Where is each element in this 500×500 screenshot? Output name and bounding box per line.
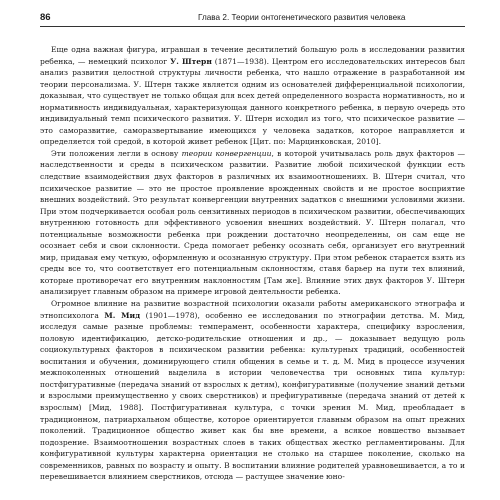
italic-term: теории конвергенции — [181, 148, 272, 158]
bold-name: У. Штерн — [170, 56, 212, 66]
paragraph — [40, 148, 465, 298]
body-text — [40, 44, 465, 483]
text-run: (1871—1938). Центром его исследовательских интересов был анализ развития целостной структуры личности ребенка, что нашло отражение в разработанной им теории персонализма. У. Штерн также является одним из основателей дифференциальной психологии, доказывая, что существует не только общая для всех детей определенного возраста нормативность, но и нормативность индивидуальная, характеризующая данного конкретного ребенка, в первую очередь это индивидуальный темп психического развития. У. Штерн исходил из того, что психическое развитие — это саморазвитие, саморазвертывание имеющихся у человека задатков, которое направляется и определяется той средой, в которой живет ребенок [Цит. по: Марцинковская, 2010]. — [40, 56, 466, 147]
text-run: Еще одна важная фигура, игравшая в течение десятилетий большую роль в исследовании развития ребенка, — немецкий психолог — [40, 45, 465, 66]
text-run: , в которой учитывалась роль двух факторов — наследственности и среды в психическом развитии. Развитие любой психической функции есть следствие взаимодействия двух факторов в различных их взаимоотношениях. В. Штерн считал, что психическое развитие — это не простое проявление врожденных свойств и не простое восприятие внешних воздействий. Это результат конвергенции внутренних задатков с внешними условиями жизни. При этом подчеркивается особая роль сензитивных периодов в психическом развитии, обеспечивающих внутреннюю готовность для эффективного усвоения внешних воздействий. У. Штерн полагал, что потенциальные возможности ребенка при рождении достаточно неопределенны, он сам еще не осознает себя и свои склонности. Среда помогает ребенку осознать себя, организует его внутренний мир, придавая ему четкую, оформленную и осознанную структуру. При этом ребенок старается взять из среды все то, что соответствует его потенциальным склонностям, ставя барьер на пути тех влияний, которые противоречат его внутренним наклонностям [Там же]. Влияние этих двух факторов У. Штерн анализирует главным образом на примере игровой деятельности ребенка. — [40, 148, 465, 297]
running-head: Глава 2. Теории онтогенетического развития человека — [198, 13, 406, 22]
text-run: Эти положения легли в основу — [51, 148, 182, 158]
text-run: Огромное влияние на развитие возрастной психологии оказали работы американского этнографа и этнопсихолога — [40, 299, 465, 320]
paragraph — [40, 44, 465, 148]
page-header — [40, 10, 465, 27]
page-number: 86 — [40, 12, 51, 23]
paragraph — [40, 298, 465, 483]
text-run: (1901—1978), особенно ее исследования по этнографии детства. М. Мид, исследуя самые разные проблемы: темперамент, особенности характера, специфику взросления, половую идентификацию, детско-родительские отношения и др., — доказывает ведущую роль социокультурных факторов в психическом развитии ребенка: культурных традиций, особенностей воспитания и обучения, доминирующего стиля общения в семье и т. д. М. Мид в процессе изучения межпоколенных отношений выделила в истории человечества три основных типа культур: постфигуративные (передача знаний от взрослых к детям), конфигуративные (получение знаний детьми и взрослыми преимущественно у своих сверстников) и префигуративные (передача знаний от детей к взрослым) [Мид, 1988]. Постфигуративная культура, с точки зрения М. Мид, преобладает в традиционном, патриархальном обществе, которое ориентируется главным образом на опыт прежних поколений. Традиционное общество живет как бы вне времени, а всякое новшество вызывает подозрение. Взаимоотношения возрастных слоев в таких обществах жестко регламентированы. Для конфигуративной культуры характерна ориентация не столько на старшее поколение, сколько на современников, равных по возрасту и опыту. В воспитании влияние родителей уравновешивается, а то и перевешивается влиянием сверстников, отсюда — растущее значение юно- — [40, 310, 465, 482]
bold-name: М. Мид — [104, 310, 141, 320]
